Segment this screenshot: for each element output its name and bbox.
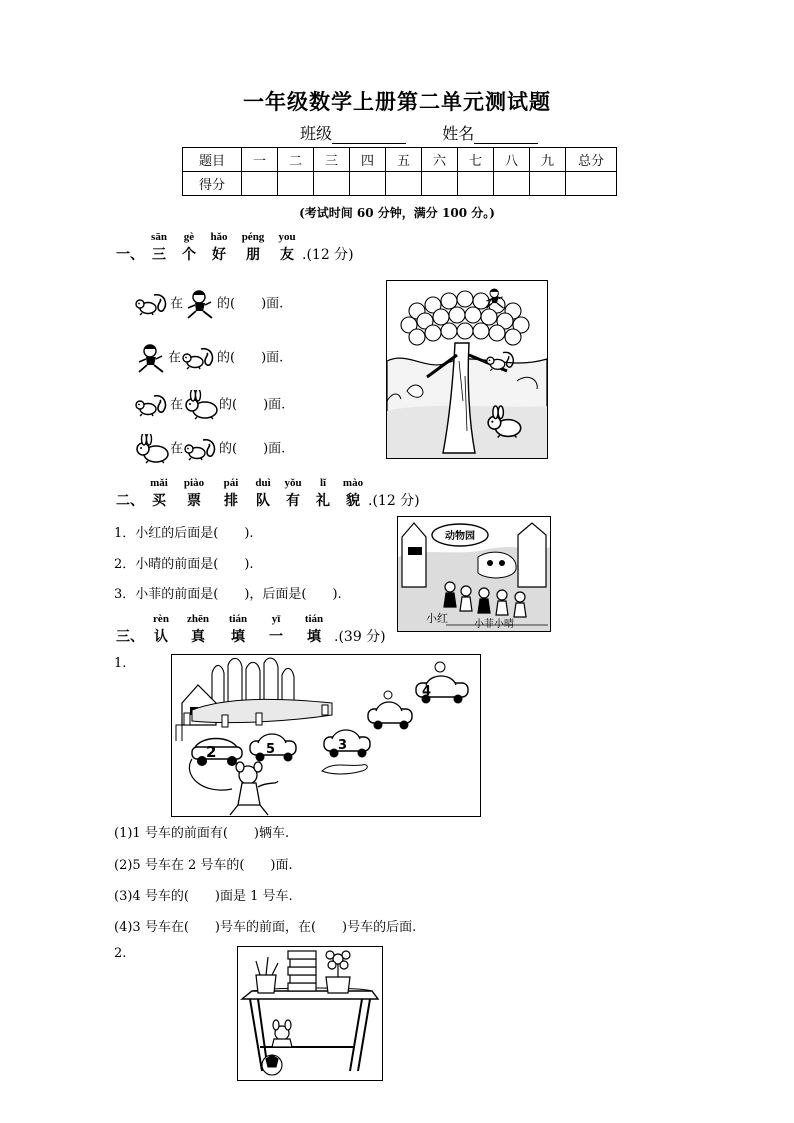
- section-number: 三、: [116, 629, 144, 645]
- score-cell[interactable]: [494, 172, 530, 196]
- section-1-item: 在 的( )面.: [134, 390, 285, 420]
- section-2-item: 2．小晴的前面是( ).: [114, 557, 254, 572]
- section-score: .(39 分): [334, 629, 386, 645]
- question-1-item: (4)3 号车在( )号车的前面，在( )号车的后面.: [114, 920, 417, 935]
- question-1-item: (1)1 号车的前面有( )辆车.: [114, 826, 290, 841]
- car-number-3: 3: [338, 738, 348, 753]
- car-number-4: 4: [422, 684, 432, 699]
- score-header-cell: 六: [422, 148, 458, 172]
- score-cell[interactable]: [350, 172, 386, 196]
- page-title: 一年级数学上册第二单元测试题: [243, 89, 551, 114]
- score-header-cell: 七: [458, 148, 494, 172]
- score-row-label: 得分: [183, 172, 242, 196]
- score-cell[interactable]: [530, 172, 566, 196]
- pinyin-char: lǐ 礼: [316, 477, 330, 509]
- score-header-cell: 八: [494, 148, 530, 172]
- zoo-queue-picture: [397, 516, 551, 632]
- section-2-item: 1．小红的后面是( ).: [114, 526, 254, 541]
- desk-picture: [237, 946, 383, 1081]
- question-1-label: 1.: [114, 656, 127, 671]
- question-2-label: 2.: [114, 946, 127, 961]
- boy-icon: [183, 288, 217, 320]
- score-cell[interactable]: [458, 172, 494, 196]
- squirrel-icon: [181, 345, 217, 371]
- score-cell[interactable]: [314, 172, 350, 196]
- score-header-cell: 题目: [183, 148, 242, 172]
- pinyin-char: mǎi 买: [150, 477, 168, 509]
- squirrel-icon: [183, 436, 219, 462]
- rabbit-icon: [183, 390, 219, 420]
- pinyin-char: péng 朋: [241, 231, 265, 263]
- score-cell[interactable]: [278, 172, 314, 196]
- pinyin-char: hǎo 好: [210, 231, 228, 263]
- pinyin-char: duì 队: [255, 477, 271, 509]
- zoo-sign-text: 动物园: [445, 531, 475, 542]
- pinyin-char: piào 票: [183, 477, 205, 509]
- section-1-item: 在 的( )面.: [134, 288, 283, 318]
- score-header-cell: 九: [530, 148, 566, 172]
- score-table-score-row: [183, 172, 617, 196]
- boy-icon: [134, 342, 168, 374]
- section-1-item: 在 的( )面.: [134, 342, 283, 372]
- score-table: [182, 147, 617, 196]
- rabbit-icon: [134, 434, 170, 464]
- score-header-cell: 一: [242, 148, 278, 172]
- exam-note: (考试时间 60 分钟，满分 100 分。): [299, 206, 495, 220]
- score-cell[interactable]: [566, 172, 617, 196]
- score-header-cell: 三: [314, 148, 350, 172]
- pinyin-char: sān 三: [151, 231, 167, 263]
- car-number-2: 2: [206, 743, 217, 761]
- pinyin-char: yī 一: [269, 613, 283, 645]
- pinyin-char: pái 排: [223, 477, 239, 509]
- pinyin-char: rèn 认: [153, 613, 169, 645]
- score-cell[interactable]: [386, 172, 422, 196]
- section-number: 一、: [116, 247, 144, 263]
- pinyin-char: zhēn 真: [187, 613, 209, 645]
- score-cell[interactable]: [422, 172, 458, 196]
- score-header-cell: 总分: [566, 148, 617, 172]
- score-table-header-row: [183, 148, 617, 172]
- squirrel-icon: [134, 291, 170, 317]
- section-3-heading: [116, 613, 386, 646]
- score-header-cell: 四: [350, 148, 386, 172]
- pinyin-char: yǒu 有: [284, 477, 302, 509]
- section-number: 二、: [116, 493, 144, 509]
- section-1-item: 在 的( )面.: [134, 434, 285, 464]
- pinyin-char: you 友: [278, 231, 296, 263]
- pinyin-char: gè 个: [182, 231, 196, 263]
- pic-label-xiaohong: 小红: [426, 612, 448, 625]
- section-score: .(12 分): [302, 247, 354, 263]
- tree-scene-picture: [386, 280, 548, 459]
- section-2-item: 3．小菲的前面是( )，后面是( ).: [114, 587, 342, 602]
- class-label: 班级: [300, 124, 333, 143]
- pinyin-char: mào 貌: [342, 477, 364, 509]
- section-1-heading: [116, 231, 354, 264]
- squirrel-icon: [134, 392, 170, 418]
- cars-picture: [171, 654, 481, 817]
- section-2-heading: [116, 477, 420, 510]
- question-1-item: (3)4 号车的( )面是 1 号车.: [114, 889, 293, 904]
- score-header-cell: 二: [278, 148, 314, 172]
- car-number-5: 5: [266, 742, 276, 757]
- section-score: .(12 分): [368, 493, 420, 509]
- pic-label-xiaofei-xiaoqing: 小菲小晴: [474, 619, 514, 630]
- score-header-cell: 五: [386, 148, 422, 172]
- score-cell[interactable]: [242, 172, 278, 196]
- name-field[interactable]: [474, 127, 538, 144]
- pinyin-char: tián 填: [228, 613, 248, 645]
- name-label: 姓名: [442, 124, 475, 143]
- question-1-item: (2)5 号车在 2 号车的( )面.: [114, 858, 293, 873]
- class-name-line: [300, 121, 538, 144]
- pinyin-char: tián 填: [304, 613, 324, 645]
- class-field[interactable]: [332, 127, 406, 144]
